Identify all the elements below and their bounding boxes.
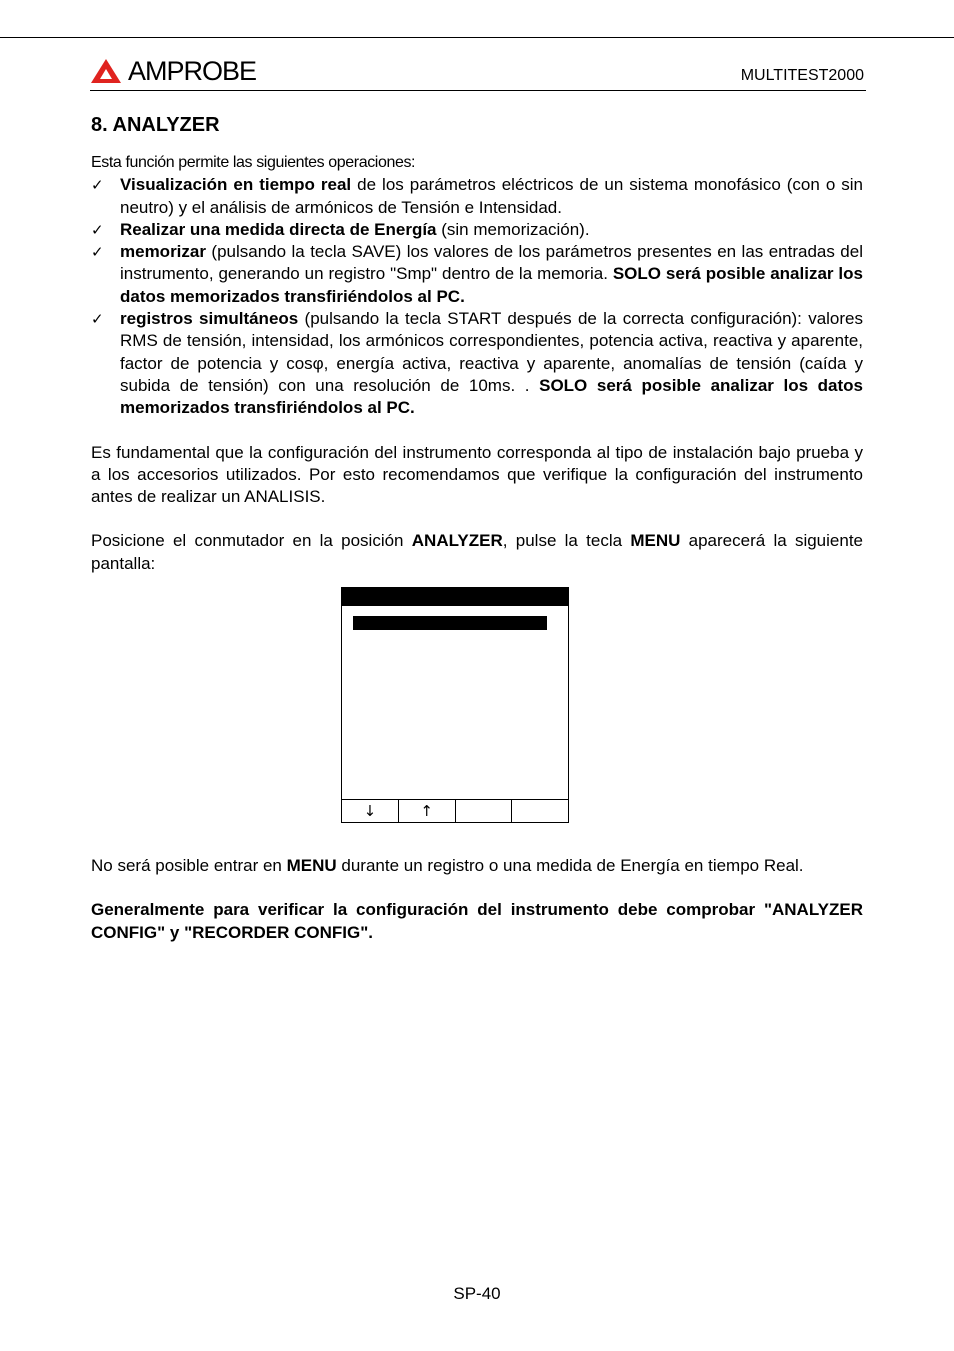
bullet-text: (sin memorización). (436, 219, 590, 239)
model-name: MULTITEST2000 (740, 67, 864, 84)
softkey-down: ↓ (363, 802, 377, 821)
instrument-screen (341, 587, 569, 823)
analyzer-keyword: ANALYZER (411, 531, 503, 551)
recommendation-paragraph: Generalmente para verificar la configuración del instrumento debe comprobar "ANALYZER CONFIG" y "RECORDER CONFIG". (91, 900, 863, 942)
softkey-bar (342, 799, 568, 822)
menu-keyword: MENU (286, 856, 337, 876)
softkey-3 (455, 800, 512, 822)
warning-triangle-icon (90, 58, 122, 84)
checkmark-icon: ✓ (91, 176, 104, 195)
screen-title-bar (342, 588, 568, 606)
operations-list (91, 174, 863, 419)
bullet-bold: registros simultáneos (120, 309, 299, 329)
bullet-bold: Visualización en tiempo real (120, 175, 352, 195)
softkey-4 (511, 800, 568, 822)
list-item (91, 241, 863, 308)
top-rule (0, 37, 954, 38)
menu-note-paragraph: No será posible entrar en MENU durante un registro o una medida de Energía en tiempo Real. (91, 856, 804, 876)
page-header (90, 52, 866, 91)
amprobe-logo (90, 56, 256, 86)
brand-name: AMPROBE (128, 56, 257, 86)
list-item (91, 219, 863, 241)
bullet-note: SOLO será posible analizar los datos memorizados transfiriéndolos al PC. (120, 264, 863, 306)
bullet-note: SOLO será posible analizar los datos memorizados transfiriéndolos al PC. (120, 375, 863, 418)
instruction-paragraph: Posicione el conmutador en la posición ANALYZER, pulse la tecla MENU aparecerá la siguiente pantalla: (91, 531, 863, 573)
menu-keyword: MENU (630, 531, 681, 551)
softkey-up: ↑ (398, 800, 455, 822)
screen-selection-bar (353, 616, 547, 630)
main-content (91, 112, 863, 944)
bullet-text: (pulsando la tecla SAVE) los valores de los parámetros presentes en las entradas del instrumento, generando un registro "Smp" dentro de la memoria. (120, 242, 863, 284)
bullet-text: (pulsando la tecla START después de la correcta configuración): valores RMS de tensión, intensidad, los armónicos correspondientes, potencia activa, reactiva y aparente, factor de potencia y cosφ, energía activa, reactiva y aparente, anomalías de tensión (caída y subida de tensión) con una resolución de 10ms. . (120, 309, 864, 395)
section-title: 8. ANALYZER (91, 114, 220, 136)
checkmark-icon: ✓ (91, 243, 104, 262)
checkmark-icon: ✓ (91, 220, 104, 239)
config-paragraph: Es fundamental que la configuración del instrumento corresponda al tipo de instalación bajo prueba y a los accesorios utilizados. Por esto recomendamos que verifique la configuración del instrumento antes de realizar un ANALISIS. (91, 442, 863, 507)
checkmark-icon: ✓ (91, 310, 104, 329)
page-number: SP-40 (453, 1284, 501, 1303)
list-item (91, 174, 863, 219)
bullet-bold: memorizar (120, 242, 206, 262)
list-item (91, 308, 863, 419)
bullet-text: de los parámetros eléctricos de un sistema monofásico (con o sin neutro) y el análisis de armónicos de Tensión e Intensidad. (120, 175, 864, 217)
screen-figure (91, 575, 863, 855)
intro-text: Esta función permite las siguientes operaciones: (91, 154, 416, 171)
bullet-bold: Realizar una medida directa de Energía (120, 219, 437, 239)
